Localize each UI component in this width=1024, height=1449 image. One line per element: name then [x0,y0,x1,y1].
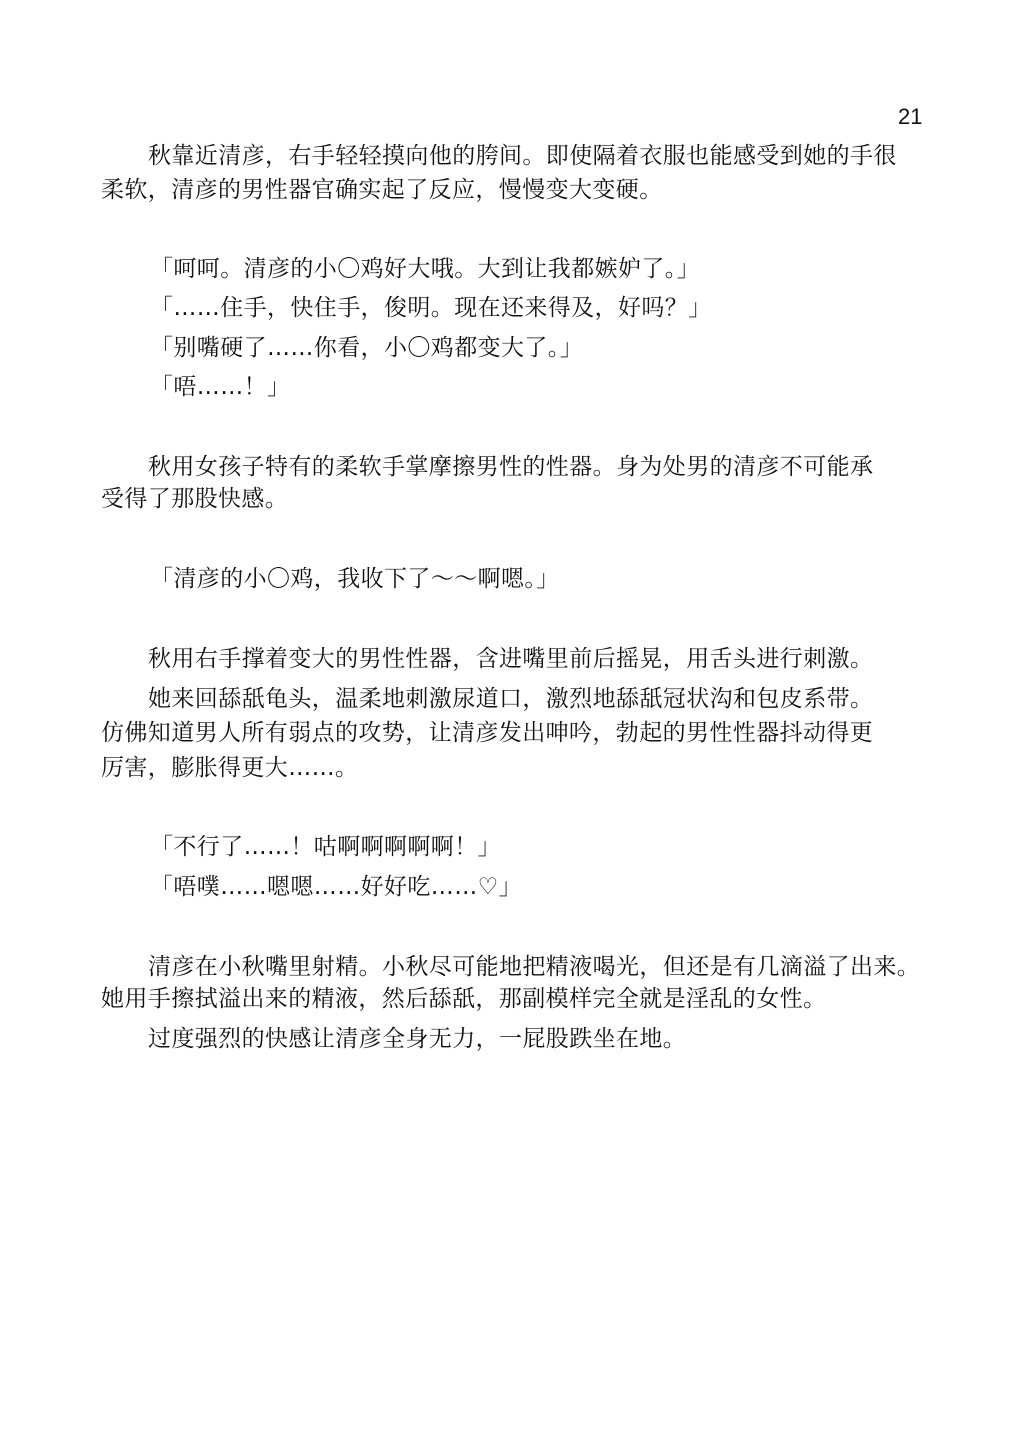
dialogue-line: 「唔……！」 [150,374,291,400]
text-line: 她来回舔舐龟头，温柔地刺激尿道口，激烈地舔舐冠状沟和包皮系带。 [148,686,874,712]
dialogue-line: 「清彦的小〇鸡，我收下了～～啊嗯。」 [150,566,560,592]
dialogue-line: 「别嘴硬了……你看，小〇鸡都变大了。」 [150,335,584,361]
text-line: 秋用右手撑着变大的男性性器，含进嘴里前后摇晃，用舌头进行刺激。 [148,646,874,672]
text-line: 过度强烈的快感让清彦全身无力，一屁股跌坐在地。 [148,1026,687,1052]
text-line: 厉害，膨胀得更大……。 [101,755,359,781]
text-line: 仿佛知道男人所有弱点的攻势，让清彦发出呻吟，勃起的男性性器抖动得更 [101,720,874,746]
text-line: 清彦在小秋嘴里射精。小秋尽可能地把精液喝光，但还是有几滴溢了出来。 [148,954,921,980]
text-line: 秋用女孩子特有的柔软手掌摩擦男性的性器。身为处男的清彦不可能承 [148,454,874,480]
text-line: 她用手擦拭溢出来的精液，然后舔舐，那副模样完全就是淫乱的女性。 [101,986,827,1012]
dialogue-line: 「不行了……！咕啊啊啊啊啊！」 [150,834,501,860]
page-number: 21 [898,104,923,129]
text-line: 柔软，清彦的男性器官确实起了反应，慢慢变大变硬。 [101,177,663,203]
dialogue-line: 「……住手，快住手，俊明。现在还来得及，好吗？」 [150,295,712,321]
text-line: 受得了那股快感。 [101,486,289,512]
dialogue-line: 「唔噗……嗯嗯……好好吃……♡」 [150,874,523,900]
dialogue-line: 「呵呵。清彦的小〇鸡好大哦。大到让我都嫉妒了。」 [150,256,701,282]
text-line: 秋靠近清彦，右手轻轻摸向他的胯间。即使隔着衣服也能感受到她的手很 [148,143,897,169]
